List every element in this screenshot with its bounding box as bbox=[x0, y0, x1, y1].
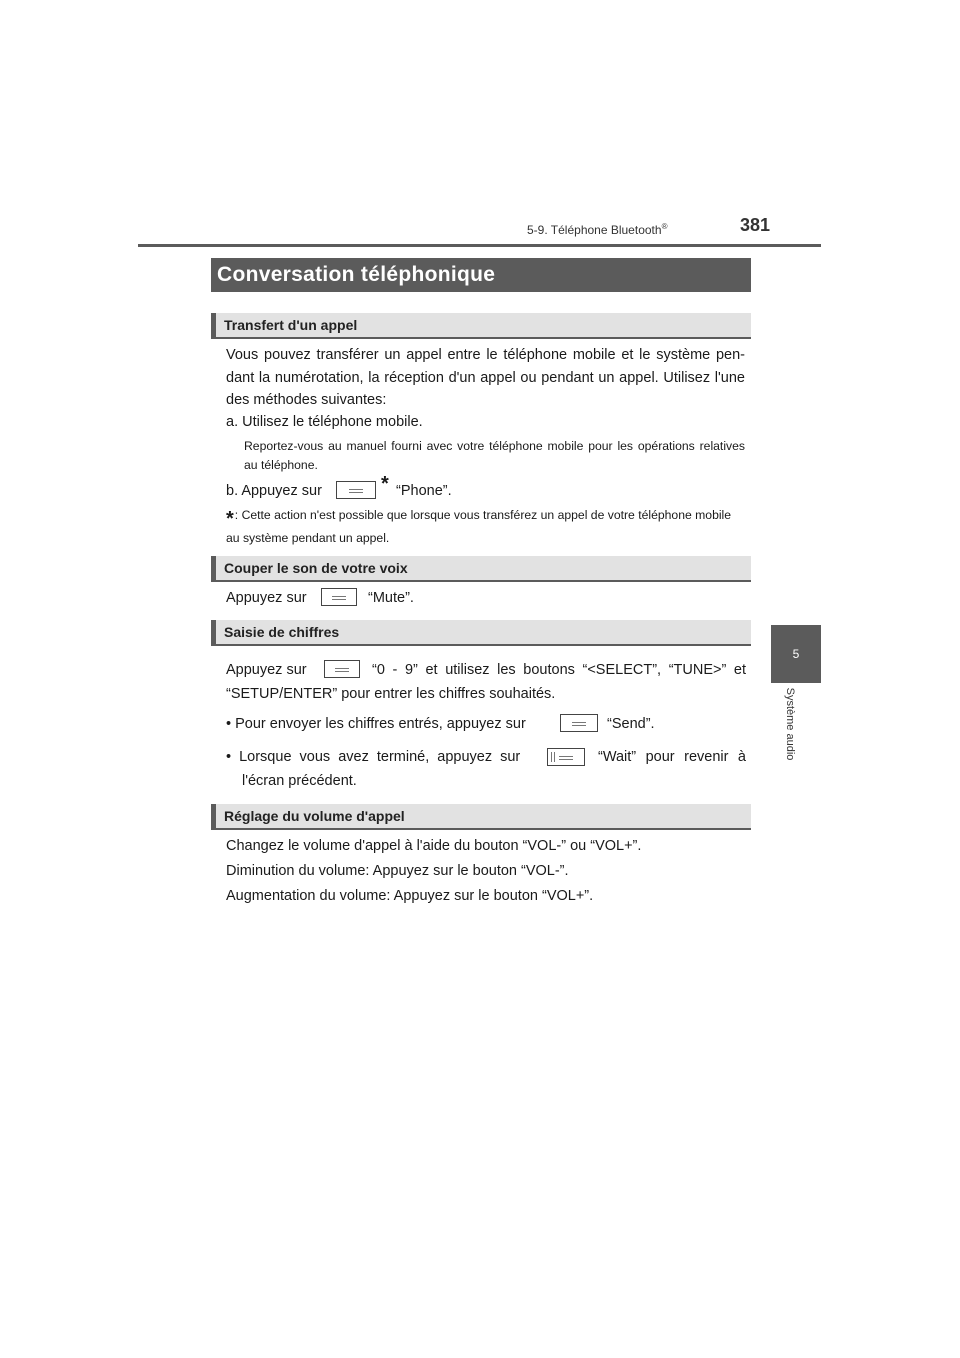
send-button-icon bbox=[560, 714, 598, 732]
bullet-wait-line2: l'écran précédent. bbox=[242, 773, 357, 789]
option-a: a. Utilisez le téléphone mobile. bbox=[226, 414, 423, 430]
subheading-mute bbox=[211, 556, 751, 582]
subheading-label: Saisie de chiffres bbox=[224, 624, 340, 640]
transfer-intro: Vous pouvez transférer un appel entre le téléphone mobile et le système pen- dant la numérotation, la réception d'un appel ou pendant un appel. Utilisez l'une des méthodes suivantes: bbox=[226, 347, 745, 408]
phone-button-icon bbox=[336, 481, 376, 499]
footnote bbox=[226, 506, 746, 548]
chapter-tab-label: Système audio bbox=[784, 687, 796, 761]
chapter-header bbox=[527, 222, 667, 237]
page-number: 381 bbox=[740, 215, 771, 235]
subheading-label: Couper le son de votre voix bbox=[224, 560, 408, 576]
bullet-wait-prefix: • Lorsque vous avez terminé, appuyez sur bbox=[226, 749, 521, 765]
subheading-label: Transfert d'un appel bbox=[224, 317, 358, 333]
wait-button-icon bbox=[547, 748, 585, 766]
header-divider bbox=[138, 244, 821, 247]
registered-mark: ® bbox=[661, 222, 668, 231]
mute-button-icon bbox=[321, 588, 357, 606]
digits-button-icon bbox=[324, 660, 360, 678]
option-b-suffix: “Phone”. bbox=[396, 483, 452, 499]
option-b-prefix: b. Appuyez sur bbox=[226, 483, 322, 499]
subheading-call-volume bbox=[211, 804, 751, 830]
bullet-wait-suffix: “Wait” pour revenir à bbox=[598, 749, 746, 765]
chapter-title: 5-9. Téléphone Bluetooth bbox=[527, 223, 662, 237]
volume-line2: Diminution du volume: Appuyez sur le bouton “VOL-”. bbox=[226, 863, 569, 879]
subheading-digit-entry bbox=[211, 620, 751, 646]
digits-line2: “SETUP/ENTER” pour entrer les chiffres souhaités. bbox=[226, 686, 556, 702]
mute-prefix: Appuyez sur bbox=[226, 590, 307, 606]
bullet-send-prefix: • Pour envoyer les chiffres entrés, appuyez sur bbox=[226, 716, 526, 732]
option-b-star: * bbox=[381, 473, 389, 495]
footnote-marker: * bbox=[226, 508, 234, 530]
option-a-note: Reportez-vous au manuel fourni avec votre téléphone mobile pour les opérations relatives au téléphone. bbox=[244, 439, 745, 472]
subheading-label: Réglage du volume d'appel bbox=[224, 808, 405, 824]
subheading-transfer-call bbox=[211, 313, 751, 339]
digits-line1-suffix: “0 - 9” et utilisez les boutons “<SELECT”, “TUNE>” et bbox=[372, 662, 746, 678]
footnote-colon: : bbox=[234, 508, 239, 522]
volume-line3: Augmentation du volume: Appuyez sur le bouton “VOL+”. bbox=[226, 888, 594, 904]
digits-line1-prefix: Appuyez sur bbox=[226, 662, 307, 678]
section-title: Conversation téléphonique bbox=[211, 258, 751, 292]
chapter-tab: 5 bbox=[771, 625, 821, 683]
bullet-send-suffix: “Send”. bbox=[607, 716, 655, 732]
footnote-text: Cette action n'est possible que lorsque vous transférez un appel de votre téléphone mobile au système pendant un appel. bbox=[226, 508, 732, 545]
volume-line1: Changez le volume d'appel à l'aide du bouton “VOL-” ou “VOL+”. bbox=[226, 838, 642, 854]
mute-suffix: “Mute”. bbox=[368, 590, 414, 606]
